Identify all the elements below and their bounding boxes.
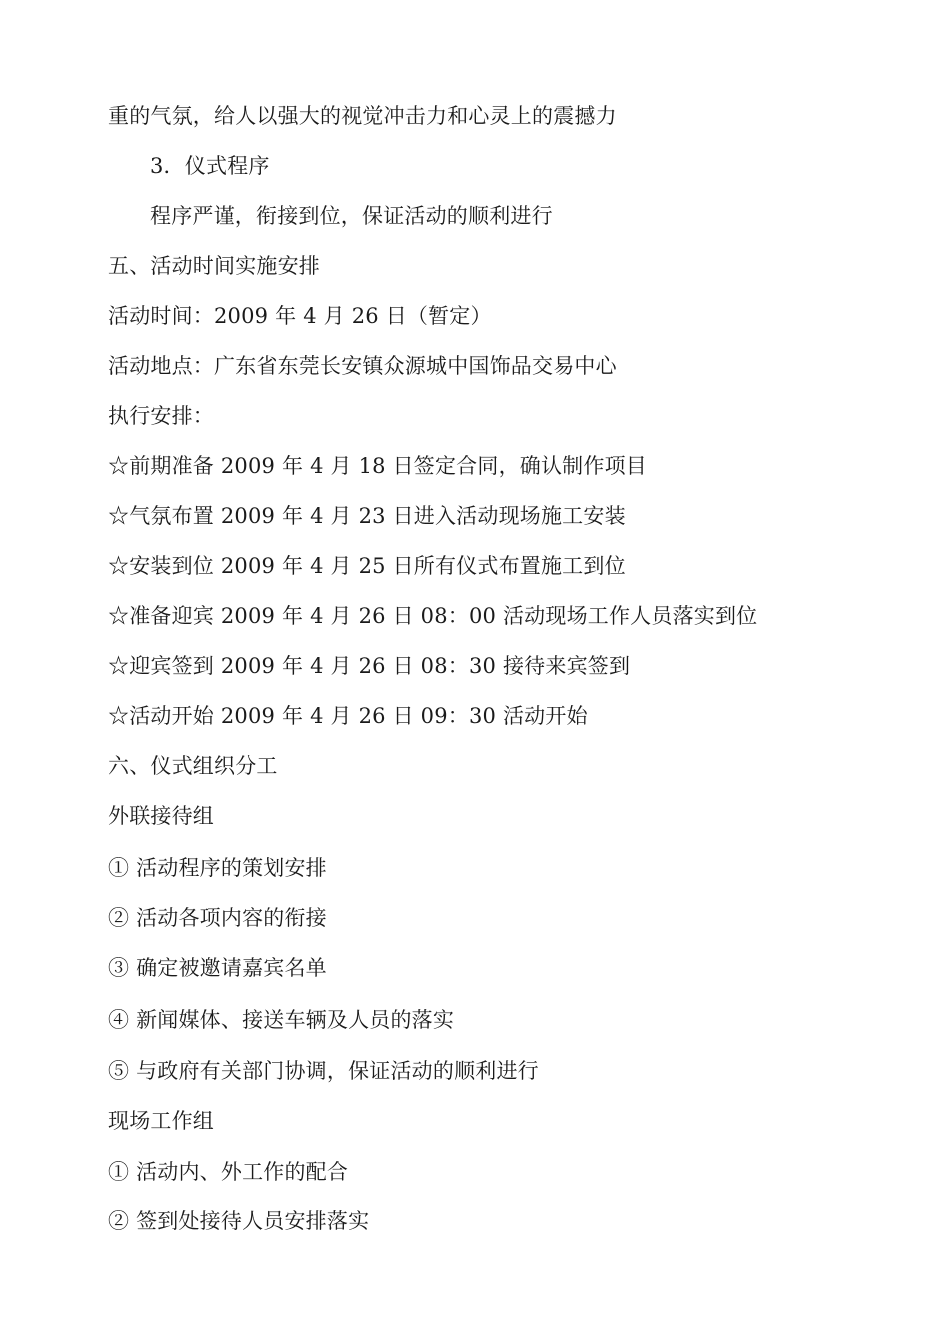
group-heading: 外联接待组 [108,804,214,828]
section-heading: 五、活动时间实施安排 [108,254,320,278]
section-heading: 3．仪式程序 [150,154,270,178]
list-item: ② 签到处接待人员安排落实 [108,1209,370,1233]
group-heading: 现场工作组 [108,1109,214,1133]
schedule-item: ☆安装到位 2009 年 4 月 25 日所有仪式布置施工到位 [108,554,626,578]
list-item: ③ 确定被邀请嘉宾名单 [108,956,327,980]
text-line: 执行安排： [108,404,214,428]
schedule-item: ☆迎宾签到 2009 年 4 月 26 日 08：30 接待来宾签到 [108,654,631,678]
list-item: ① 活动程序的策划安排 [108,856,327,880]
schedule-item: ☆气氛布置 2009 年 4 月 23 日进入活动现场施工安装 [108,504,626,528]
text-line: 程序严谨，衔接到位，保证活动的顺利进行 [150,204,553,228]
section-heading: 六、仪式组织分工 [108,754,278,778]
schedule-item: ☆前期准备 2009 年 4 月 18 日签定合同，确认制作项目 [108,454,647,478]
list-item: ④ 新闻媒体、接送车辆及人员的落实 [108,1008,455,1032]
text-line: 活动时间：2009 年 4 月 26 日（暂定） [108,304,492,328]
list-item: ② 活动各项内容的衔接 [108,906,327,930]
list-item: ⑤ 与政府有关部门协调，保证活动的顺利进行 [108,1059,539,1083]
list-item: ① 活动内、外工作的配合 [108,1160,349,1184]
schedule-item: ☆准备迎宾 2009 年 4 月 26 日 08：00 活动现场工作人员落实到位 [108,604,758,628]
text-line: 重的气氛，给人以强大的视觉冲击力和心灵上的震撼力 [108,104,617,128]
text-line: 活动地点：广东省东莞长安镇众源城中国饰品交易中心 [108,354,617,378]
schedule-item: ☆活动开始 2009 年 4 月 26 日 09：30 活动开始 [108,704,588,728]
